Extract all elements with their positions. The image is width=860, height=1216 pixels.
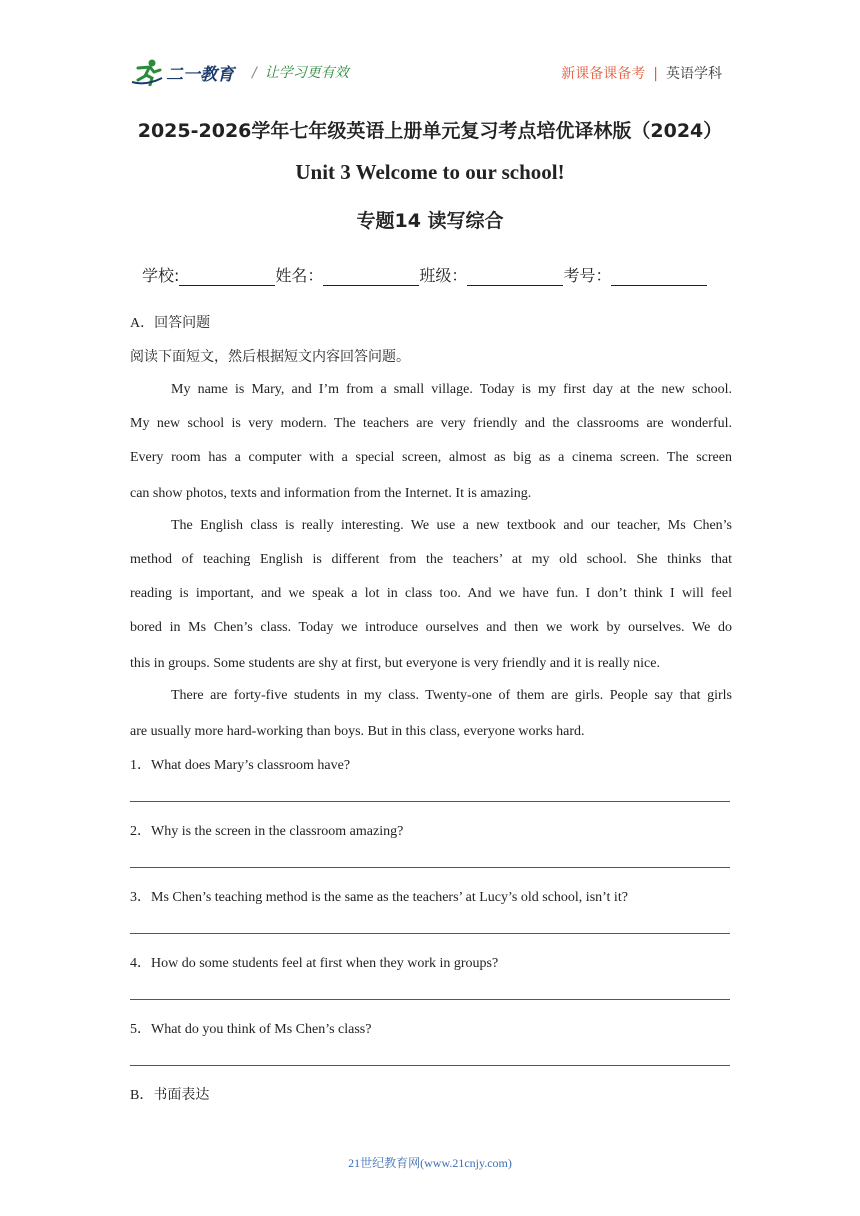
passage-line: bored in Ms Chen’s class. Today we introduce ourselves and then we work by ourselves. We do	[130, 620, 732, 635]
exam-number-field: 考号：	[563, 263, 707, 286]
passage-line: can show photos, texts and information from the Internet. It is amazing.	[130, 486, 532, 501]
section-b-heading: B．书面表达	[130, 1088, 210, 1103]
question-5: 5．What do you think of Ms Chen’s class?	[130, 1022, 372, 1037]
passage-line: There are forty-five students in my class. Twenty-one of them are girls. People say that girls	[171, 688, 732, 703]
class-blank[interactable]	[467, 267, 563, 286]
question-4: 4．How do some students feel at first when they work in groups?	[130, 956, 499, 971]
header-tagline: 新课备课备考	[561, 66, 646, 82]
main-content	[130, 314, 732, 1120]
passage-line: The English class is really interesting. We use a new textbook and our teacher, Ms Chen’s	[171, 518, 732, 533]
header-separator: |	[653, 66, 658, 82]
passage-line: are usually more hard-working than boys. But in this class, everyone works hard.	[130, 724, 585, 739]
slogan: / 让学习更有效	[252, 65, 349, 81]
logo	[130, 58, 234, 86]
student-info-row	[142, 263, 707, 286]
answer-line-2[interactable]	[130, 867, 730, 868]
footer-link[interactable]: 21世纪教育网(www.21cnjy.com)	[348, 1156, 512, 1170]
answer-line-1[interactable]	[130, 801, 730, 802]
question-3: 3．Ms Chen’s teaching method is the same as the teachers’ at Lucy’s old school, isn’t it?	[130, 890, 628, 905]
section-a-instruction: 阅读下面短文，然后根据短文内容回答问题。	[130, 350, 410, 365]
runner-logo-icon	[130, 58, 164, 86]
exam-number-blank[interactable]	[611, 267, 707, 286]
passage-line: method of teaching English is different from the teachers’ at my old school. She thinks that	[130, 552, 732, 567]
slogan-text: 让学习更有效	[264, 65, 349, 81]
answer-line-4[interactable]	[130, 999, 730, 1000]
passage-line: Every room has a computer with a special screen, almost as big as a cinema screen. The screen	[130, 450, 732, 465]
header-right	[561, 63, 722, 83]
passage-line: this in groups. Some students are shy at first, but everyone is very friendly and it is really nice.	[130, 656, 660, 671]
name-blank[interactable]	[323, 267, 419, 286]
header-subject: 英语学科	[666, 66, 722, 82]
school-blank[interactable]	[179, 267, 275, 286]
passage-line: My new school is very modern. The teachers are very friendly and the classrooms are wonderful.	[130, 416, 732, 431]
passage-line: reading is important, and we speak a lot in class too. And we have fun. I don’t think I will feel	[130, 586, 732, 601]
document-title: 2025-2026学年七年级英语上册单元复习考点培优译林版（2024）	[137, 120, 723, 142]
page-header	[130, 58, 730, 88]
school-field: 学校:	[142, 263, 275, 286]
passage-line: My name is Mary, and I’m from a small village. Today is my first day at the new school.	[171, 382, 732, 397]
section-a-heading: A．回答问题	[130, 316, 211, 331]
answer-line-3[interactable]	[130, 933, 730, 934]
answer-line-5[interactable]	[130, 1065, 730, 1066]
unit-title: Unit 3 Welcome to our school!	[295, 160, 565, 184]
topic-title: 专题14 读写综合	[356, 210, 504, 232]
question-2: 2．Why is the screen in the classroom amazing?	[130, 824, 404, 839]
class-field: 班级：	[419, 263, 563, 286]
name-field: 姓名：	[275, 263, 419, 286]
logo-text: 二一教育	[166, 64, 234, 85]
question-1: 1．What does Mary’s classroom have?	[130, 758, 351, 773]
